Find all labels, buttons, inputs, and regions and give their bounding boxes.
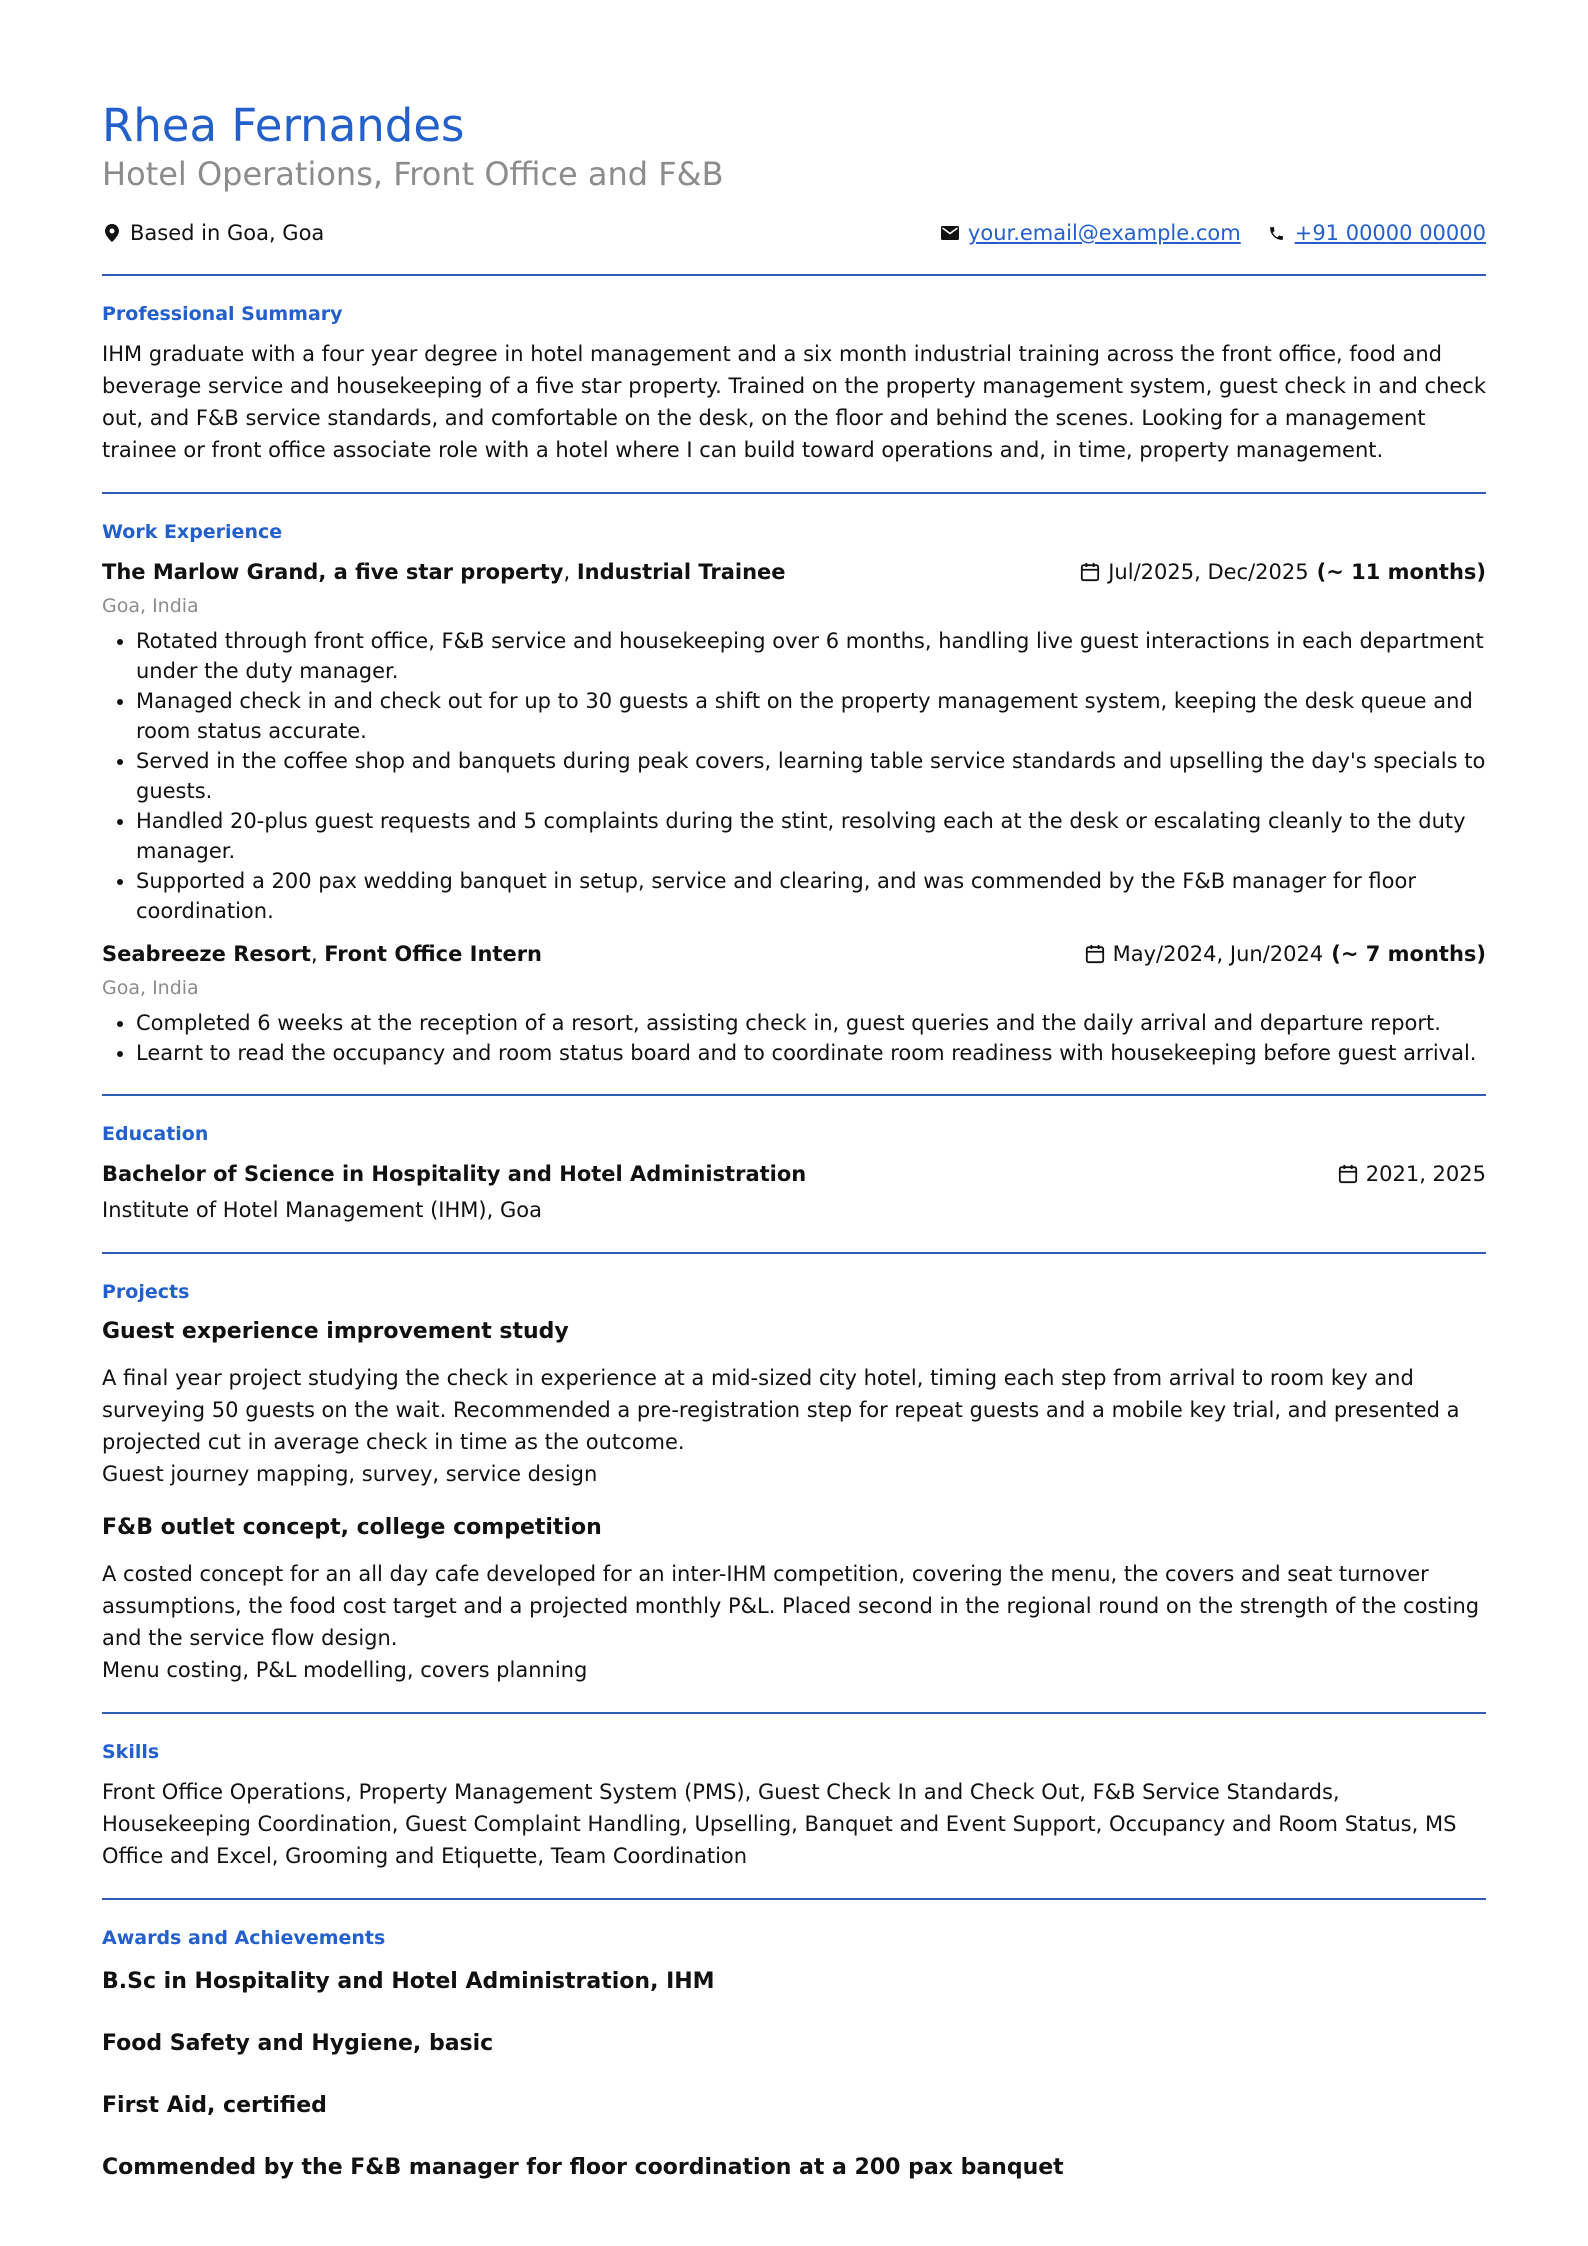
education-header — [102, 1158, 1486, 1190]
section-divider — [102, 274, 1486, 276]
section-divider — [102, 1898, 1486, 1900]
job-location: Goa, India — [102, 595, 199, 617]
project-description: A costed concept for an all day cafe developed for an inter-IHM competition, covering the menu, the covers and seat turnover assumptions, the food cost target and a projected monthly P&L. Placed second in the regional round on the strength of the costing and the service flow design. — [102, 1562, 1480, 1650]
project-entry — [102, 1316, 1486, 1490]
calendar-icon — [1338, 1164, 1358, 1184]
project-tags: Guest journey mapping, survey, service design — [102, 1462, 598, 1486]
job-date-range: Jul/2025, Dec/2025 — [1108, 560, 1309, 584]
award-item: B.Sc in Hospitality and Hotel Administration, IHM — [102, 1969, 715, 1994]
education-dates — [1338, 1158, 1486, 1190]
summary-text: IHM graduate with a four year degree in hotel management and a six month industrial training across the front office, food and beverage service and housekeeping of a five star property. Trained on the property management system, guest check in and check out, and F&B service standards, and comfortable on the desk, on the floor and behind the scenes. Looking for a management trainee or front office associate role with a hotel where I can build toward operations and, in time, property management. — [102, 342, 1487, 462]
section-divider — [102, 1094, 1486, 1096]
section-title-education: Education — [102, 1123, 209, 1145]
job-bullet: • Learnt to read the occupancy and room status board and to coordinate room readiness with housekeeping before guest arrival. — [136, 1038, 1486, 1068]
job-role: Front Office Intern — [324, 942, 543, 966]
job-company: Seabreeze Resort — [102, 942, 311, 966]
job-entry — [102, 556, 1486, 926]
email-item — [940, 221, 1241, 245]
project-tags: Menu costing, P&L modelling, covers planning — [102, 1658, 588, 1682]
award-item: Commended by the F&B manager for floor coordination at a 200 pax banquet — [102, 2155, 1064, 2180]
summary-section — [102, 302, 1486, 466]
job-duration: (~ 11 months) — [1316, 560, 1486, 584]
job-header — [102, 556, 1486, 588]
award-item: First Aid, certified — [102, 2093, 327, 2118]
skills-text: Front Office Operations, Property Management System (PMS), Guest Check In and Check Out, F&B Service Standards, Housekeeping Coordination, Guest Complaint Handling, Upselling, Banquet and Event Support, Occupancy and Room Status, MS Office and Excel, Grooming and Etiquette, Team Coordination — [102, 1780, 1457, 1868]
job-dates — [1085, 938, 1486, 970]
job-duration: (~ 7 months) — [1331, 942, 1486, 966]
contact-row — [102, 218, 1486, 248]
phone-link[interactable]: +91 00000 00000 — [1294, 221, 1486, 245]
map-pin-icon — [102, 223, 122, 243]
job-entry — [102, 938, 1486, 1068]
education-degree: Bachelor of Science in Hospitality and Hotel Administration — [102, 1162, 807, 1186]
project-entry — [102, 1512, 1486, 1686]
job-bullet: • Supported a 200 pax wedding banquet in setup, service and clearing, and was commended by the F&B manager for floor coordination. — [136, 866, 1486, 926]
section-divider — [102, 1712, 1486, 1714]
job-bullet: • Rotated through front office, F&B service and housekeeping over 6 months, handling live guest interactions in each department under the duty manager. — [136, 626, 1486, 686]
section-title-experience: Work Experience — [102, 521, 283, 543]
job-title-separator: , — [310, 942, 325, 966]
project-title: Guest experience improvement study — [102, 1319, 569, 1344]
awards-section — [102, 1926, 1486, 2184]
experience-section — [102, 520, 1486, 1068]
candidate-name: Rhea Fernandes — [102, 99, 465, 152]
section-title-awards: Awards and Achievements — [102, 1927, 386, 1949]
phone-item — [1267, 221, 1486, 245]
job-role: Industrial Trainee — [576, 560, 786, 584]
candidate-headline: Hotel Operations, Front Office and F&B — [102, 155, 724, 193]
job-bullet: • Handled 20-plus guest requests and 5 complaints during the stint, resolving each at the desk or escalating cleanly to the duty manager. — [136, 806, 1486, 866]
job-company: The Marlow Grand, a five star property — [102, 560, 564, 584]
job-dates — [1080, 556, 1486, 588]
project-title: F&B outlet concept, college competition — [102, 1515, 602, 1540]
job-header — [102, 938, 1486, 970]
contact-links — [940, 221, 1486, 245]
location-text: Based in Goa, Goa — [130, 221, 325, 245]
job-bullets — [102, 626, 1486, 926]
job-bullets — [102, 1008, 1486, 1068]
email-link[interactable]: your.email@example.com — [967, 221, 1241, 245]
education-section — [102, 1122, 1486, 1226]
job-bullet: • Served in the coffee shop and banquets during peak covers, learning table service standards and upselling the day's specials to guests. — [136, 746, 1486, 806]
section-divider — [102, 492, 1486, 494]
envelope-icon — [940, 223, 960, 243]
job-bullet: • Completed 6 weeks at the reception of a resort, assisting check in, guest queries and the daily arrival and departure report. — [136, 1008, 1486, 1038]
job-title — [102, 938, 542, 970]
projects-section — [102, 1280, 1486, 1686]
calendar-icon — [1085, 944, 1105, 964]
award-item: Food Safety and Hygiene, basic — [102, 2031, 494, 2056]
education-date-range: 2021, 2025 — [1365, 1162, 1486, 1186]
section-title-projects: Projects — [102, 1281, 190, 1303]
job-title-separator: , — [563, 560, 577, 584]
education-institution: Institute of Hotel Management (IHM), Goa — [102, 1198, 542, 1222]
calendar-icon — [1080, 562, 1100, 582]
phone-icon — [1267, 223, 1287, 243]
job-bullet: • Managed check in and check out for up to 30 guests a shift on the property management system, keeping the desk queue and room status accurate. — [136, 686, 1486, 746]
job-title — [102, 556, 786, 588]
section-title-skills: Skills — [102, 1741, 160, 1763]
section-title-summary: Professional Summary — [102, 303, 343, 325]
location-item — [102, 221, 324, 245]
job-date-range: May/2024, Jun/2024 — [1112, 942, 1324, 966]
job-location: Goa, India — [102, 977, 199, 999]
section-divider — [102, 1252, 1486, 1254]
project-description: A final year project studying the check in experience at a mid-sized city hotel, timing each step from arrival to room key and surveying 50 guests on the wait. Recommended a pre-registration step for repeat guests and a mobile key trial, and presented a projected cut in average check in time as the outcome. — [102, 1366, 1460, 1454]
skills-section — [102, 1740, 1486, 1872]
